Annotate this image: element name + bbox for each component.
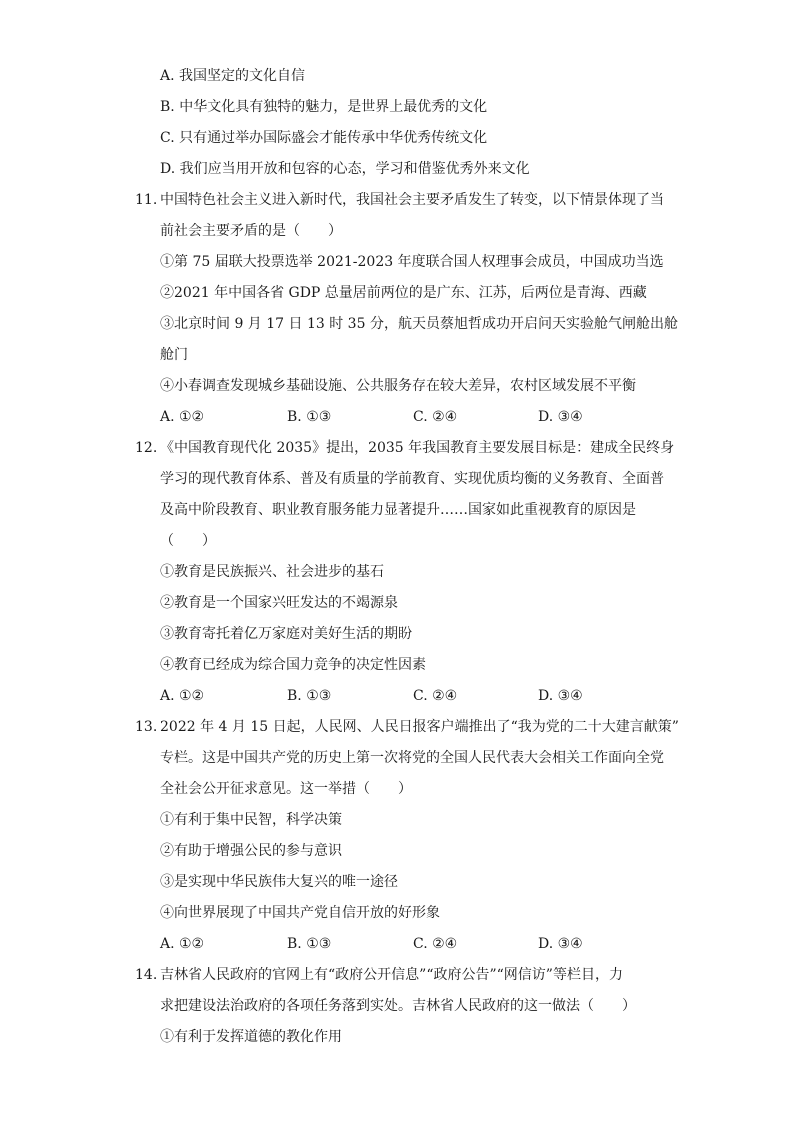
question-12-statement: ④教育已经成为综合国力竞争的决定性因素: [160, 657, 426, 673]
question-11-stem-line: 前社会主要矛盾的是（ ）: [160, 223, 342, 239]
question-14-statement: ①有利于发挥道德的教化作用: [160, 1029, 342, 1045]
question-14-number: 14.: [135, 967, 158, 983]
question-14-stem-line: 吉林省人民政府的官网上有“政府公开信息”“政府公告”“网信访”等栏目，力: [160, 967, 623, 983]
question-12-stem-line: 及高中阶段教育、职业教育服务能力显著提升……国家如此重视教育的原因是: [160, 502, 636, 518]
question-13-statement: ①有利于集中民智，科学决策: [160, 812, 342, 828]
question-14-stem-line: 求把建设法治政府的各项任务落到实处。吉林省人民政府的这一做法（ ）: [160, 998, 636, 1014]
question-11-statement: ④小春调查发现城乡基础设施、公共服务存在较大差异，农村区域发展不平衡: [160, 378, 636, 394]
question-13-choice-b: B. ①③: [287, 936, 332, 952]
question-12-statement: ①教育是民族振兴、社会进步的基石: [160, 564, 384, 580]
question-13-stem-line: 专栏。这是中国共产党的历史上第一次将党的全国人民代表大会相关工作面向全党: [160, 750, 664, 766]
question-13-choice-c: C. ②④: [413, 936, 458, 952]
prev-option-c: C. 只有通过举办国际盛会才能传承中华优秀传统文化: [160, 130, 488, 146]
question-12-number: 12.: [135, 440, 158, 456]
question-13-stem-line: 全社会公开征求意见。这一举措（ ）: [160, 781, 412, 797]
question-11-statement: 舱门: [160, 347, 188, 363]
question-11-statement: ③北京时间 9 月 17 日 13 时 35 分，航天员蔡旭哲成功开启问天实验舱气闸舱出舱: [160, 316, 678, 332]
question-13-stem-line: 2022 年 4 月 15 日起，人民网、人民日报客户端推出了“我为党的二十大建言献策”: [160, 719, 679, 735]
question-12-statement: ③教育寄托着亿万家庭对美好生活的期盼: [160, 626, 412, 642]
question-12-choice-d: D. ③④: [538, 688, 583, 704]
question-12-choice-a: A. ①②: [160, 688, 205, 704]
question-13-choice-d: D. ③④: [538, 936, 583, 952]
question-13-statement: ③是实现中华民族伟大复兴的唯一途径: [160, 874, 398, 890]
question-11-choice-c: C. ②④: [413, 409, 458, 425]
question-12-stem-line: 《中国教育现代化 2035》提出，2035 年我国教育主要发展目标是：建成全民终身: [160, 440, 675, 456]
question-12-choice-c: C. ②④: [413, 688, 458, 704]
question-13-statement: ④向世界展现了中国共产党自信开放的好形象: [160, 905, 440, 921]
question-12-statement: ②教育是一个国家兴旺发达的不竭源泉: [160, 595, 398, 611]
question-11-statement: ①第 75 届联大投票选举 2021-2023 年度联合国人权理事会成员，中国成功当选: [160, 254, 664, 270]
question-11-choice-d: D. ③④: [538, 409, 583, 425]
question-13-number: 13.: [135, 719, 158, 735]
question-13-statement: ②有助于增强公民的参与意识: [160, 843, 342, 859]
question-11-choice-b: B. ①③: [287, 409, 332, 425]
question-11-statement: ②2021 年中国各省 GDP 总量居前两位的是广东、江苏，后两位是青海、西藏: [160, 285, 647, 301]
question-11-choice-a: A. ①②: [160, 409, 205, 425]
question-11-stem-line: 中国特色社会主义进入新时代，我国社会主要矛盾发生了转变，以下情景体现了当: [160, 192, 664, 208]
prev-option-a: A. 我国坚定的文化自信: [160, 68, 306, 84]
prev-option-b: B. 中华文化具有独特的魅力，是世界上最优秀的文化: [160, 99, 488, 115]
question-12-stem-line: （ ）: [160, 533, 216, 549]
question-12-choice-b: B. ①③: [287, 688, 332, 704]
question-11-number: 11.: [135, 192, 158, 208]
question-13-choice-a: A. ①②: [160, 936, 205, 952]
prev-option-d: D. 我们应当用开放和包容的心态，学习和借鉴优秀外来文化: [160, 161, 530, 177]
question-12-stem-line: 学习的现代教育体系、普及有质量的学前教育、实现优质均衡的义务教育、全面普: [160, 471, 664, 487]
